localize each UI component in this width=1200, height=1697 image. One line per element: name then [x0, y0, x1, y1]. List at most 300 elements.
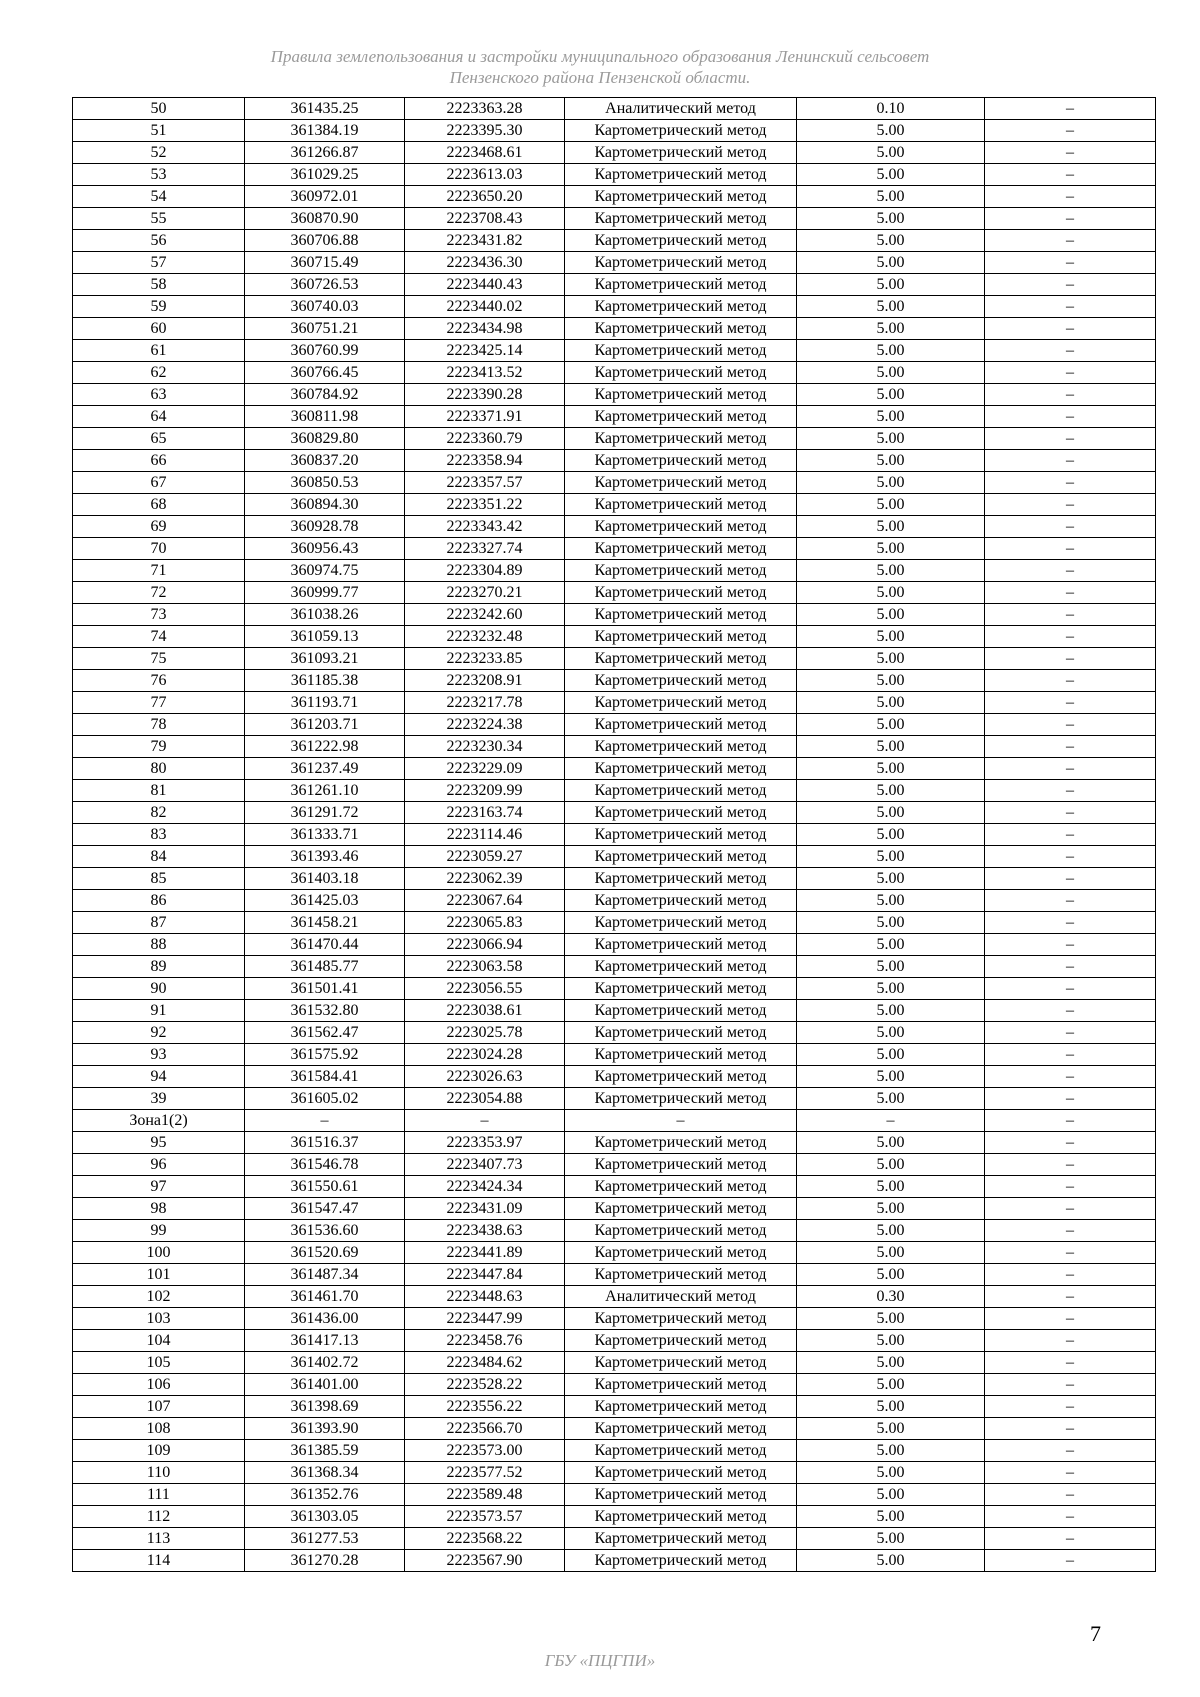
accuracy-cell: 5.00 [797, 230, 985, 252]
description-cell: – [985, 340, 1156, 362]
description-cell: – [985, 318, 1156, 340]
table-row [73, 384, 1156, 406]
x-coordinate-cell: 361547.47 [245, 1198, 405, 1220]
header-line-1: Правила землепользования и застройки муниципального образования Ленинский сельсовет [270, 47, 930, 66]
accuracy-cell: 5.00 [797, 274, 985, 296]
y-coordinate-cell: 2223431.82 [405, 230, 565, 252]
table-row [73, 1352, 1156, 1374]
x-coordinate-cell: 361393.46 [245, 846, 405, 868]
method-cell: Картометрический метод [565, 142, 797, 164]
table-row [73, 538, 1156, 560]
x-coordinate-cell: 361425.03 [245, 890, 405, 912]
x-coordinate-cell: 360706.88 [245, 230, 405, 252]
point-number-cell: 107 [73, 1396, 245, 1418]
accuracy-cell: 0.30 [797, 1286, 985, 1308]
table-row [73, 1088, 1156, 1110]
y-coordinate-cell: 2223424.34 [405, 1176, 565, 1198]
x-coordinate-cell: 361203.71 [245, 714, 405, 736]
method-cell: Картометрический метод [565, 846, 797, 868]
point-number-cell: 102 [73, 1286, 245, 1308]
y-coordinate-cell: 2223440.43 [405, 274, 565, 296]
x-coordinate-cell: 361261.10 [245, 780, 405, 802]
y-coordinate-cell: 2223062.39 [405, 868, 565, 890]
method-cell: Картометрический метод [565, 1330, 797, 1352]
accuracy-cell: 5.00 [797, 1440, 985, 1462]
x-coordinate-cell: 361352.76 [245, 1484, 405, 1506]
point-number-cell: 114 [73, 1550, 245, 1572]
point-number-cell: 73 [73, 604, 245, 626]
x-coordinate-cell: 360837.20 [245, 450, 405, 472]
accuracy-cell: 5.00 [797, 1264, 985, 1286]
y-coordinate-cell: 2223358.94 [405, 450, 565, 472]
table-row [73, 714, 1156, 736]
accuracy-cell: 5.00 [797, 1374, 985, 1396]
y-coordinate-cell: 2223458.76 [405, 1330, 565, 1352]
x-coordinate-cell: 360715.49 [245, 252, 405, 274]
x-coordinate-cell: 361575.92 [245, 1044, 405, 1066]
y-coordinate-cell: 2223613.03 [405, 164, 565, 186]
accuracy-cell: 5.00 [797, 736, 985, 758]
method-cell: Картометрический метод [565, 758, 797, 780]
accuracy-cell: 5.00 [797, 208, 985, 230]
description-cell: – [985, 1462, 1156, 1484]
accuracy-cell: 5.00 [797, 1462, 985, 1484]
point-number-cell: 57 [73, 252, 245, 274]
point-number-cell: 59 [73, 296, 245, 318]
accuracy-cell: 5.00 [797, 758, 985, 780]
accuracy-cell: 5.00 [797, 1132, 985, 1154]
y-coordinate-cell: 2223353.97 [405, 1132, 565, 1154]
method-cell: Картометрический метод [565, 1264, 797, 1286]
accuracy-cell: 5.00 [797, 1330, 985, 1352]
method-cell: Картометрический метод [565, 956, 797, 978]
method-cell: Картометрический метод [565, 516, 797, 538]
x-coordinate-cell: 361584.41 [245, 1066, 405, 1088]
table-row [73, 890, 1156, 912]
method-cell: Картометрический метод [565, 296, 797, 318]
x-coordinate-cell: 361266.87 [245, 142, 405, 164]
accuracy-cell: 5.00 [797, 1242, 985, 1264]
description-cell: – [985, 1418, 1156, 1440]
accuracy-cell: 5.00 [797, 142, 985, 164]
table-row [73, 450, 1156, 472]
table-row [73, 934, 1156, 956]
x-coordinate-cell: 361487.34 [245, 1264, 405, 1286]
table-row [73, 626, 1156, 648]
table-row [73, 1264, 1156, 1286]
table-row [73, 252, 1156, 274]
y-coordinate-cell: 2223440.02 [405, 296, 565, 318]
x-coordinate-cell: 360766.45 [245, 362, 405, 384]
point-number-cell: 103 [73, 1308, 245, 1330]
accuracy-cell: 5.00 [797, 1484, 985, 1506]
point-number-cell: 65 [73, 428, 245, 450]
accuracy-cell: 5.00 [797, 186, 985, 208]
table-row [73, 1484, 1156, 1506]
method-cell: Картометрический метод [565, 494, 797, 516]
x-coordinate-cell: 361185.38 [245, 670, 405, 692]
method-cell: Картометрический метод [565, 252, 797, 274]
accuracy-cell: 5.00 [797, 1506, 985, 1528]
accuracy-cell: 5.00 [797, 912, 985, 934]
accuracy-cell: 5.00 [797, 472, 985, 494]
x-coordinate-cell: 360870.90 [245, 208, 405, 230]
y-coordinate-cell: – [405, 1110, 565, 1132]
method-cell: Картометрический метод [565, 274, 797, 296]
x-coordinate-cell: 361059.13 [245, 626, 405, 648]
description-cell: – [985, 934, 1156, 956]
coordinates-table-body [73, 98, 1156, 1572]
table-row [73, 208, 1156, 230]
point-number-cell: 88 [73, 934, 245, 956]
method-cell: Картометрический метод [565, 604, 797, 626]
accuracy-cell: 5.00 [797, 1550, 985, 1572]
y-coordinate-cell: 2223413.52 [405, 362, 565, 384]
method-cell: Картометрический метод [565, 890, 797, 912]
x-coordinate-cell: 360894.30 [245, 494, 405, 516]
x-coordinate-cell: 360974.75 [245, 560, 405, 582]
x-coordinate-cell: 361093.21 [245, 648, 405, 670]
y-coordinate-cell: 2223566.70 [405, 1418, 565, 1440]
table-row [73, 956, 1156, 978]
description-cell: – [985, 1132, 1156, 1154]
method-cell: – [565, 1110, 797, 1132]
point-number-cell: 58 [73, 274, 245, 296]
x-coordinate-cell: 361384.19 [245, 120, 405, 142]
x-coordinate-cell: 361461.70 [245, 1286, 405, 1308]
accuracy-cell: 5.00 [797, 450, 985, 472]
method-cell: Картометрический метод [565, 120, 797, 142]
y-coordinate-cell: 2223447.84 [405, 1264, 565, 1286]
table-row [73, 692, 1156, 714]
table-row [73, 1418, 1156, 1440]
point-number-cell: 95 [73, 1132, 245, 1154]
table-row [73, 978, 1156, 1000]
method-cell: Картометрический метод [565, 714, 797, 736]
x-coordinate-cell: 360928.78 [245, 516, 405, 538]
point-number-cell: 86 [73, 890, 245, 912]
method-cell: Картометрический метод [565, 824, 797, 846]
accuracy-cell: 5.00 [797, 846, 985, 868]
y-coordinate-cell: 2223363.28 [405, 98, 565, 120]
accuracy-cell: 5.00 [797, 978, 985, 1000]
accuracy-cell: 5.00 [797, 1352, 985, 1374]
y-coordinate-cell: 2223024.28 [405, 1044, 565, 1066]
table-row [73, 428, 1156, 450]
x-coordinate-cell: 360956.43 [245, 538, 405, 560]
y-coordinate-cell: 2223067.64 [405, 890, 565, 912]
description-cell: – [985, 384, 1156, 406]
description-cell: – [985, 406, 1156, 428]
table-row [73, 230, 1156, 252]
accuracy-cell: 5.00 [797, 1198, 985, 1220]
table-row [73, 318, 1156, 340]
table-row [73, 912, 1156, 934]
description-cell: – [985, 846, 1156, 868]
method-cell: Картометрический метод [565, 208, 797, 230]
y-coordinate-cell: 2223436.30 [405, 252, 565, 274]
x-coordinate-cell: 361237.49 [245, 758, 405, 780]
y-coordinate-cell: 2223230.34 [405, 736, 565, 758]
description-cell: – [985, 538, 1156, 560]
y-coordinate-cell: 2223577.52 [405, 1462, 565, 1484]
method-cell: Картометрический метод [565, 978, 797, 1000]
point-number-cell: 96 [73, 1154, 245, 1176]
table-row [73, 98, 1156, 120]
method-cell: Картометрический метод [565, 1242, 797, 1264]
x-coordinate-cell: 361368.34 [245, 1462, 405, 1484]
accuracy-cell: 5.00 [797, 538, 985, 560]
table-row [73, 648, 1156, 670]
description-cell: – [985, 1440, 1156, 1462]
description-cell: – [985, 736, 1156, 758]
method-cell: Картометрический метод [565, 1088, 797, 1110]
table-row [73, 1462, 1156, 1484]
y-coordinate-cell: 2223484.62 [405, 1352, 565, 1374]
method-cell: Картометрический метод [565, 1132, 797, 1154]
x-coordinate-cell: 360726.53 [245, 274, 405, 296]
point-number-cell: 39 [73, 1088, 245, 1110]
x-coordinate-cell: 361277.53 [245, 1528, 405, 1550]
y-coordinate-cell: 2223650.20 [405, 186, 565, 208]
method-cell: Картометрический метод [565, 692, 797, 714]
table-row [73, 1198, 1156, 1220]
description-cell: – [985, 956, 1156, 978]
description-cell: – [985, 1044, 1156, 1066]
accuracy-cell: 5.00 [797, 868, 985, 890]
table-row [73, 1550, 1156, 1572]
point-number-cell: 109 [73, 1440, 245, 1462]
description-cell: – [985, 1110, 1156, 1132]
accuracy-cell: 5.00 [797, 560, 985, 582]
table-row [73, 516, 1156, 538]
x-coordinate-cell: 361029.25 [245, 164, 405, 186]
accuracy-cell: 5.00 [797, 362, 985, 384]
point-number-cell: 81 [73, 780, 245, 802]
method-cell: Картометрический метод [565, 912, 797, 934]
y-coordinate-cell: 2223056.55 [405, 978, 565, 1000]
method-cell: Картометрический метод [565, 428, 797, 450]
y-coordinate-cell: 2223568.22 [405, 1528, 565, 1550]
accuracy-cell: 5.00 [797, 340, 985, 362]
table-row [73, 802, 1156, 824]
accuracy-cell: – [797, 1110, 985, 1132]
table-row [73, 1066, 1156, 1088]
point-number-cell: 60 [73, 318, 245, 340]
point-number-cell: 92 [73, 1022, 245, 1044]
y-coordinate-cell: 2223528.22 [405, 1374, 565, 1396]
table-row [73, 362, 1156, 384]
description-cell: – [985, 582, 1156, 604]
point-number-cell: 62 [73, 362, 245, 384]
coordinates-table [72, 97, 1156, 1572]
method-cell: Картометрический метод [565, 1198, 797, 1220]
description-cell: – [985, 164, 1156, 186]
description-cell: – [985, 824, 1156, 846]
method-cell: Картометрический метод [565, 1220, 797, 1242]
table-row [73, 296, 1156, 318]
method-cell: Картометрический метод [565, 670, 797, 692]
y-coordinate-cell: 2223407.73 [405, 1154, 565, 1176]
accuracy-cell: 5.00 [797, 252, 985, 274]
method-cell: Картометрический метод [565, 1044, 797, 1066]
table-row [73, 406, 1156, 428]
accuracy-cell: 5.00 [797, 692, 985, 714]
x-coordinate-cell: 361536.60 [245, 1220, 405, 1242]
description-cell: – [985, 1352, 1156, 1374]
description-cell: – [985, 670, 1156, 692]
method-cell: Картометрический метод [565, 1154, 797, 1176]
x-coordinate-cell: 360829.80 [245, 428, 405, 450]
point-number-cell: 112 [73, 1506, 245, 1528]
method-cell: Картометрический метод [565, 538, 797, 560]
y-coordinate-cell: 2223371.91 [405, 406, 565, 428]
method-cell: Картометрический метод [565, 1000, 797, 1022]
x-coordinate-cell: 360784.92 [245, 384, 405, 406]
accuracy-cell: 5.00 [797, 1088, 985, 1110]
table-row [73, 604, 1156, 626]
method-cell: Картометрический метод [565, 472, 797, 494]
accuracy-cell: 5.00 [797, 824, 985, 846]
description-cell: – [985, 1286, 1156, 1308]
accuracy-cell: 5.00 [797, 1308, 985, 1330]
accuracy-cell: 5.00 [797, 956, 985, 978]
description-cell: – [985, 362, 1156, 384]
description-cell: – [985, 428, 1156, 450]
description-cell: – [985, 1088, 1156, 1110]
point-number-cell: 67 [73, 472, 245, 494]
point-number-cell: 54 [73, 186, 245, 208]
description-cell: – [985, 1264, 1156, 1286]
accuracy-cell: 5.00 [797, 428, 985, 450]
point-number-cell: 110 [73, 1462, 245, 1484]
point-number-cell: 78 [73, 714, 245, 736]
table-row [73, 1000, 1156, 1022]
point-number-cell: 61 [73, 340, 245, 362]
method-cell: Картометрический метод [565, 626, 797, 648]
page-footer: ГБУ «ПЦГПИ» [544, 1651, 656, 1670]
y-coordinate-cell: 2223233.85 [405, 648, 565, 670]
point-number-cell: 91 [73, 1000, 245, 1022]
x-coordinate-cell: 361402.72 [245, 1352, 405, 1374]
method-cell: Картометрический метод [565, 868, 797, 890]
method-cell: Картометрический метод [565, 1022, 797, 1044]
x-coordinate-cell: 360972.01 [245, 186, 405, 208]
y-coordinate-cell: 2223390.28 [405, 384, 565, 406]
table-row [73, 142, 1156, 164]
x-coordinate-cell: 361435.25 [245, 98, 405, 120]
table-row [73, 1528, 1156, 1550]
accuracy-cell: 5.00 [797, 604, 985, 626]
method-cell: Картометрический метод [565, 1374, 797, 1396]
y-coordinate-cell: 2223163.74 [405, 802, 565, 824]
description-cell: – [985, 230, 1156, 252]
x-coordinate-cell: 361550.61 [245, 1176, 405, 1198]
description-cell: – [985, 780, 1156, 802]
y-coordinate-cell: 2223304.89 [405, 560, 565, 582]
x-coordinate-cell: 361403.18 [245, 868, 405, 890]
accuracy-cell: 5.00 [797, 582, 985, 604]
y-coordinate-cell: 2223448.63 [405, 1286, 565, 1308]
description-cell: – [985, 1330, 1156, 1352]
method-cell: Картометрический метод [565, 582, 797, 604]
x-coordinate-cell: 361546.78 [245, 1154, 405, 1176]
point-number-cell: 104 [73, 1330, 245, 1352]
method-cell: Аналитический метод [565, 98, 797, 120]
table-row [73, 1330, 1156, 1352]
description-cell: – [985, 912, 1156, 934]
y-coordinate-cell: 2223224.38 [405, 714, 565, 736]
description-cell: – [985, 1000, 1156, 1022]
accuracy-cell: 5.00 [797, 1528, 985, 1550]
y-coordinate-cell: 2223395.30 [405, 120, 565, 142]
x-coordinate-cell: 360751.21 [245, 318, 405, 340]
table-row [73, 868, 1156, 890]
x-coordinate-cell: 361417.13 [245, 1330, 405, 1352]
y-coordinate-cell: 2223567.90 [405, 1550, 565, 1572]
point-number-cell: 87 [73, 912, 245, 934]
x-coordinate-cell: 361520.69 [245, 1242, 405, 1264]
point-number-cell: 71 [73, 560, 245, 582]
accuracy-cell: 0.10 [797, 98, 985, 120]
description-cell: – [985, 1374, 1156, 1396]
table-row [73, 1506, 1156, 1528]
method-cell: Картометрический метод [565, 1440, 797, 1462]
y-coordinate-cell: 2223556.22 [405, 1396, 565, 1418]
y-coordinate-cell: 2223357.57 [405, 472, 565, 494]
y-coordinate-cell: 2223054.88 [405, 1088, 565, 1110]
point-number-cell: 113 [73, 1528, 245, 1550]
description-cell: – [985, 472, 1156, 494]
description-cell: – [985, 450, 1156, 472]
y-coordinate-cell: 2223209.99 [405, 780, 565, 802]
y-coordinate-cell: 2223063.58 [405, 956, 565, 978]
header-line-2: Пензенского района Пензенской области. [449, 68, 751, 87]
table-row [73, 274, 1156, 296]
method-cell: Картометрический метод [565, 384, 797, 406]
description-cell: – [985, 560, 1156, 582]
x-coordinate-cell: 360760.99 [245, 340, 405, 362]
accuracy-cell: 5.00 [797, 1220, 985, 1242]
accuracy-cell: 5.00 [797, 714, 985, 736]
x-coordinate-cell: 361436.00 [245, 1308, 405, 1330]
table-row [73, 186, 1156, 208]
method-cell: Картометрический метод [565, 362, 797, 384]
method-cell: Аналитический метод [565, 1286, 797, 1308]
description-cell: – [985, 802, 1156, 824]
point-number-cell: 90 [73, 978, 245, 1000]
description-cell: – [985, 1154, 1156, 1176]
table-row [73, 1220, 1156, 1242]
method-cell: Картометрический метод [565, 186, 797, 208]
point-number-cell: 106 [73, 1374, 245, 1396]
point-number-cell: 77 [73, 692, 245, 714]
point-number-cell: 68 [73, 494, 245, 516]
point-number-cell: 69 [73, 516, 245, 538]
point-number-cell: 50 [73, 98, 245, 120]
point-number-cell: Зона1(2) [73, 1110, 245, 1132]
accuracy-cell: 5.00 [797, 1044, 985, 1066]
point-number-cell: 108 [73, 1418, 245, 1440]
point-number-cell: 111 [73, 1484, 245, 1506]
point-number-cell: 76 [73, 670, 245, 692]
point-number-cell: 63 [73, 384, 245, 406]
point-number-cell: 64 [73, 406, 245, 428]
x-coordinate-cell: 361222.98 [245, 736, 405, 758]
accuracy-cell: 5.00 [797, 296, 985, 318]
table-row [73, 1110, 1156, 1132]
point-number-cell: 66 [73, 450, 245, 472]
